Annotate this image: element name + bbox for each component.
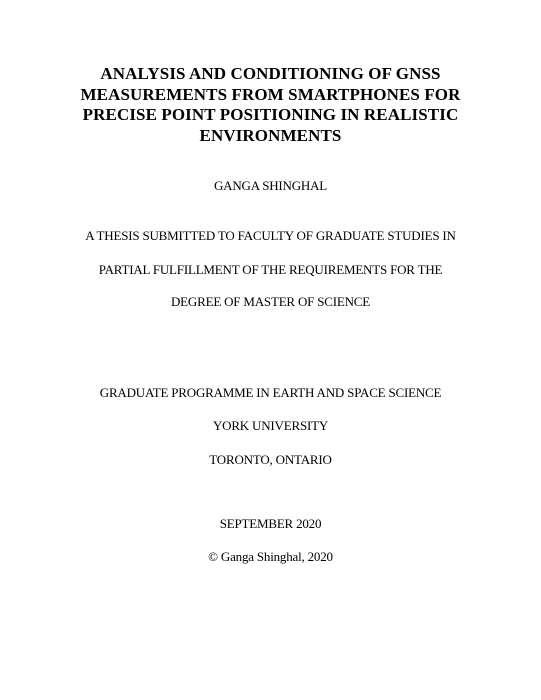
university-name: YORK UNIVERSITY xyxy=(212,418,329,433)
submission-statement-line: DEGREE OF MASTER OF SCIENCE xyxy=(170,294,370,309)
thesis-title xyxy=(40,64,501,146)
thesis-title-line: ENVIRONMENTS xyxy=(199,125,342,145)
submission-date: SEPTEMBER 2020 xyxy=(219,516,322,531)
graduate-programme: GRADUATE PROGRAMME IN EARTH AND SPACE SCIENCE xyxy=(99,385,442,400)
submission-statement-line: PARTIAL FULFILLMENT OF THE REQUIREMENTS FOR THE xyxy=(98,262,443,277)
thesis-title-line: PRECISE POINT POSITIONING IN REALISTIC xyxy=(82,105,459,124)
university-location: TORONTO, ONTARIO xyxy=(209,452,332,467)
submission-statement-line: A THESIS SUBMITTED TO FACULTY OF GRADUATE STUDIES IN xyxy=(85,228,456,243)
copyright-notice: © Ganga Shinghal, 2020 xyxy=(208,549,333,564)
thesis-title-line: MEASUREMENTS FROM SMARTPHONES FOR xyxy=(80,84,461,104)
author-name: GANGA SHINGHAL xyxy=(213,178,328,193)
thesis-title-line: ANALYSIS AND CONDITIONING OF GNSS xyxy=(100,64,441,83)
